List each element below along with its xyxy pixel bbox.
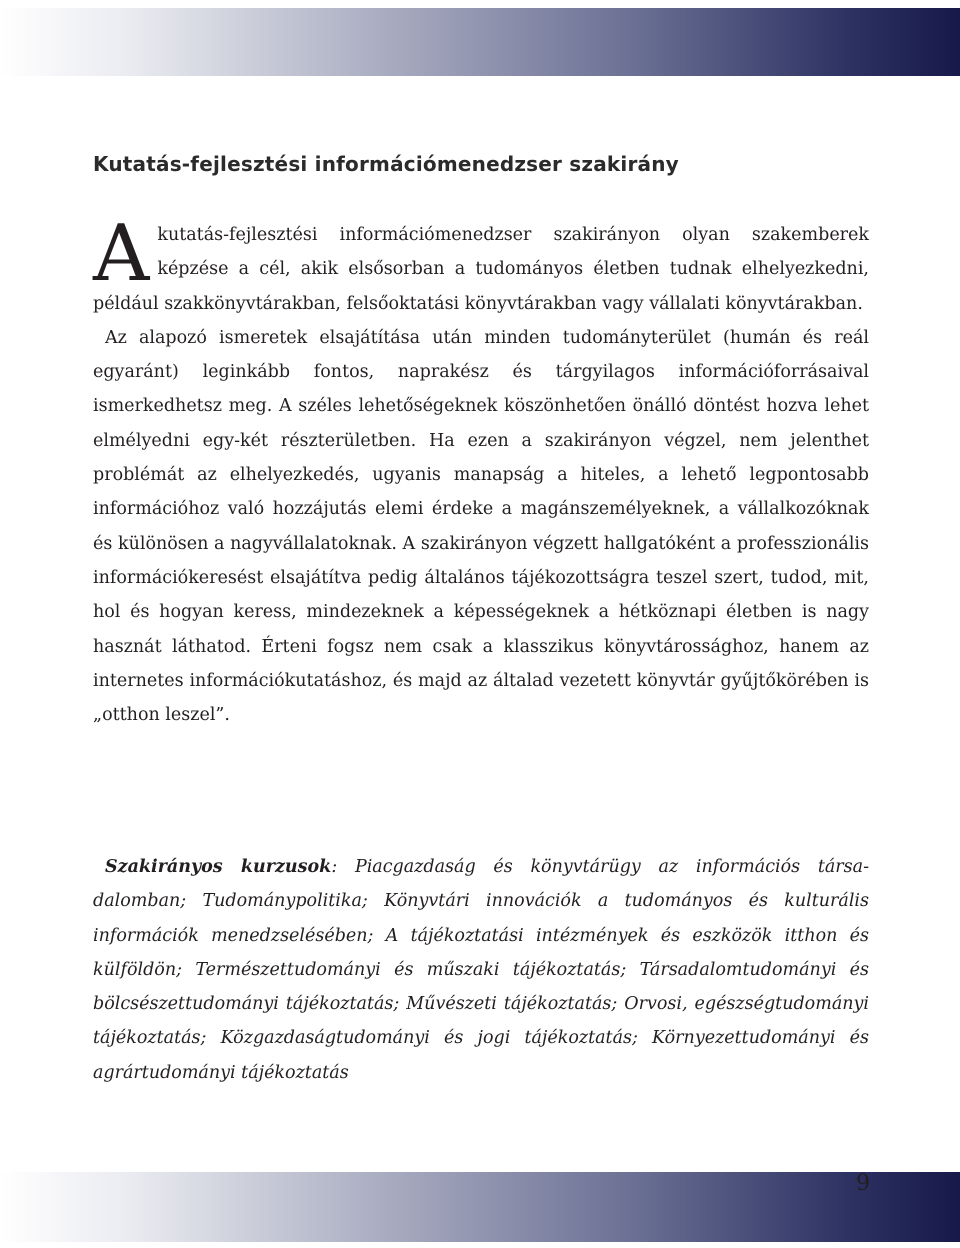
header-gradient-band [0, 8, 960, 76]
courses-label: Szakirányos kurzusok [105, 857, 332, 877]
page-heading: Kutatás-fejlesztési információmenedzser szakirány [93, 152, 679, 176]
page-number: 9 [856, 1171, 870, 1196]
drop-cap: A [93, 209, 150, 299]
body-text [93, 209, 869, 732]
courses-separator: : [331, 857, 355, 877]
footer-gradient-band [0, 1172, 960, 1242]
courses-block [93, 850, 869, 1090]
paragraph-intro-text: kutatás-fejlesztési információmenedzser szakirányon olyan szakemberek képzése a cél, akik elsősorban a tudományos életben tudnak elhelyezkedni, például szakkönyvtárakban, felsőoktatási könyvtárakban vagy vállalati könyvtárakban. [93, 225, 869, 314]
paragraph-intro [93, 209, 869, 321]
courses-list: Piacgazdaság és könyvtárügy az információs társadalomban; Tudománypolitika; Könyvtári innovációk a tudományos és kulturális információk menedzselésében; A tájékoztatási intézmények és eszközök itthon és külföldön; Természettudományi és műszaki tájékoztatás; Társadalomtudományi és bölcsészettudományi tájékoztatás; Művészeti tájékoztatás; Orvosi, egészségtudományi tájékoztatás; Közgazdaságtudományi és jogi tájékoztatás; Környezettudományi és agrártudományi tájékoztatás [93, 857, 870, 1083]
paragraph-main: Az alapozó ismeretek elsajátítása után minden tudományterület (humán és reál egyaránt) leginkább fontos, naprakész és tárgyilagos információforrásaival ismerkedhetsz meg. A széles lehetőségeknek köszönhetően önálló döntést hozva lehet elmélyedni egy-két részterületben. Ha ezen a szakirányon végzel, nem jelenthet problémát az elhelyezkedés, ugyanis manapság a hiteles, a lehető legpontosabb információhoz való hozzájutás elemi érdeke a magánszemélyeknek, a vállalkozóknak és különösen a nagyvállalatoknak. A szakirányon végzett hallgatóként a professzionális információkeresést elsajátítva pedig általános tájékozottságra teszel szert, tudod, mit, hol és hogyan keress, mindezeknek a képességeknek a hétköznapi életben is nagy hasznát láthatod. Érteni fogsz nem csak a klasszikus könyvtárossághoz, hanem az internetes információkutatáshoz, és majd az általad vezetett könyvtár gyűjtőkörében is „otthon leszel”. [93, 327, 869, 726]
